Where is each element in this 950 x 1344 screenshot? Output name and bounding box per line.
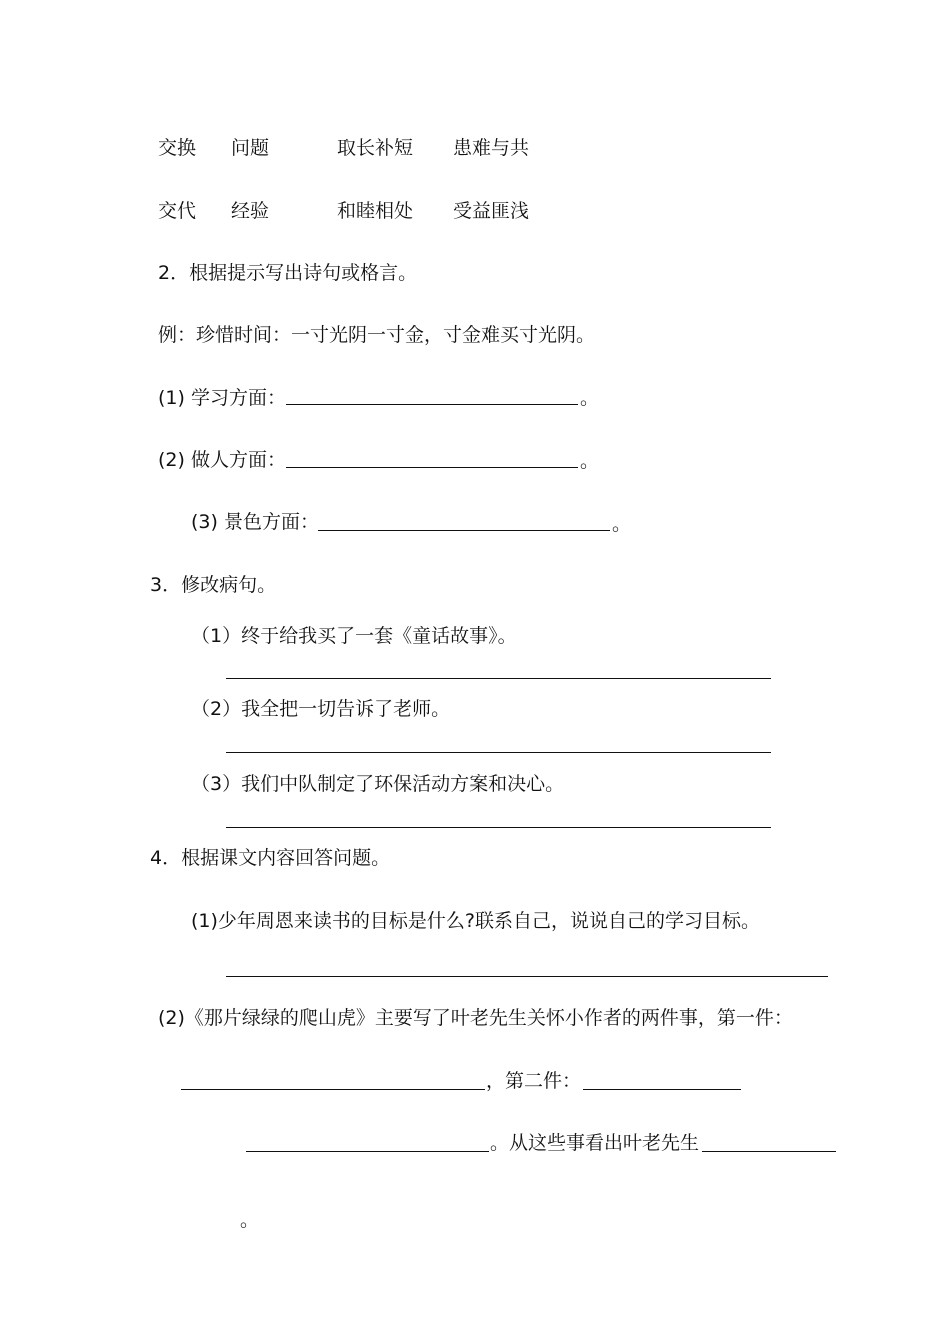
q4-end: 。 xyxy=(240,1209,260,1231)
q4-item-1: (1)少年周恩来读书的目标是什么?联系自己，说说自己的学习目标。 xyxy=(191,910,760,932)
answer-blank[interactable] xyxy=(246,1151,489,1152)
word: 患难与共 xyxy=(453,137,530,159)
answer-blank[interactable] xyxy=(702,1151,836,1152)
word: 交换 xyxy=(158,137,197,159)
q4-second-label: ，第二件： xyxy=(486,1070,582,1092)
word: 和睦相处 xyxy=(337,200,414,222)
word: 取长补短 xyxy=(337,137,414,159)
q2-item-2-label: (2) 做人方面： xyxy=(158,449,286,471)
answer-blank[interactable] xyxy=(286,404,578,405)
q4-conclusion-label: 。从这些事看出叶老先生 xyxy=(490,1132,700,1154)
answer-blank[interactable] xyxy=(226,976,828,977)
answer-blank[interactable] xyxy=(226,827,771,828)
q4-title: 4．根据课文内容回答问题。 xyxy=(150,847,391,869)
q2-item-2-end: 。 xyxy=(580,450,600,472)
q3-title: 3．修改病句。 xyxy=(150,574,277,596)
answer-blank[interactable] xyxy=(583,1089,741,1090)
answer-blank[interactable] xyxy=(181,1089,485,1090)
q2-item-3-end: 。 xyxy=(612,513,632,535)
answer-blank[interactable] xyxy=(226,678,771,679)
word: 交代 xyxy=(158,200,197,222)
answer-blank[interactable] xyxy=(318,530,610,531)
q2-title: 2．根据提示写出诗句或格言。 xyxy=(158,262,418,284)
q3-item-2: （2）我全把一切告诉了老师。 xyxy=(191,698,451,720)
q3-item-1: （1）终于给我买了一套《童话故事》。 xyxy=(191,625,517,647)
q2-item-1-label: (1) 学习方面： xyxy=(158,387,286,409)
answer-blank[interactable] xyxy=(226,752,771,753)
word: 受益匪浅 xyxy=(453,200,530,222)
answer-blank[interactable] xyxy=(286,467,578,468)
word: 经验 xyxy=(231,200,270,222)
q3-item-3: （3）我们中队制定了环保活动方案和决心。 xyxy=(191,773,565,795)
q2-item-1-end: 。 xyxy=(580,387,600,409)
word: 问题 xyxy=(231,137,270,159)
q4-item-2: (2)《那片绿绿的爬山虎》主要写了叶老先生关怀小作者的两件事，第一件： xyxy=(158,1007,793,1029)
q2-item-3-label: (3) 景色方面： xyxy=(191,511,319,533)
q2-example: 例：珍惜时间：一寸光阴一寸金，寸金难买寸光阴。 xyxy=(158,324,596,346)
